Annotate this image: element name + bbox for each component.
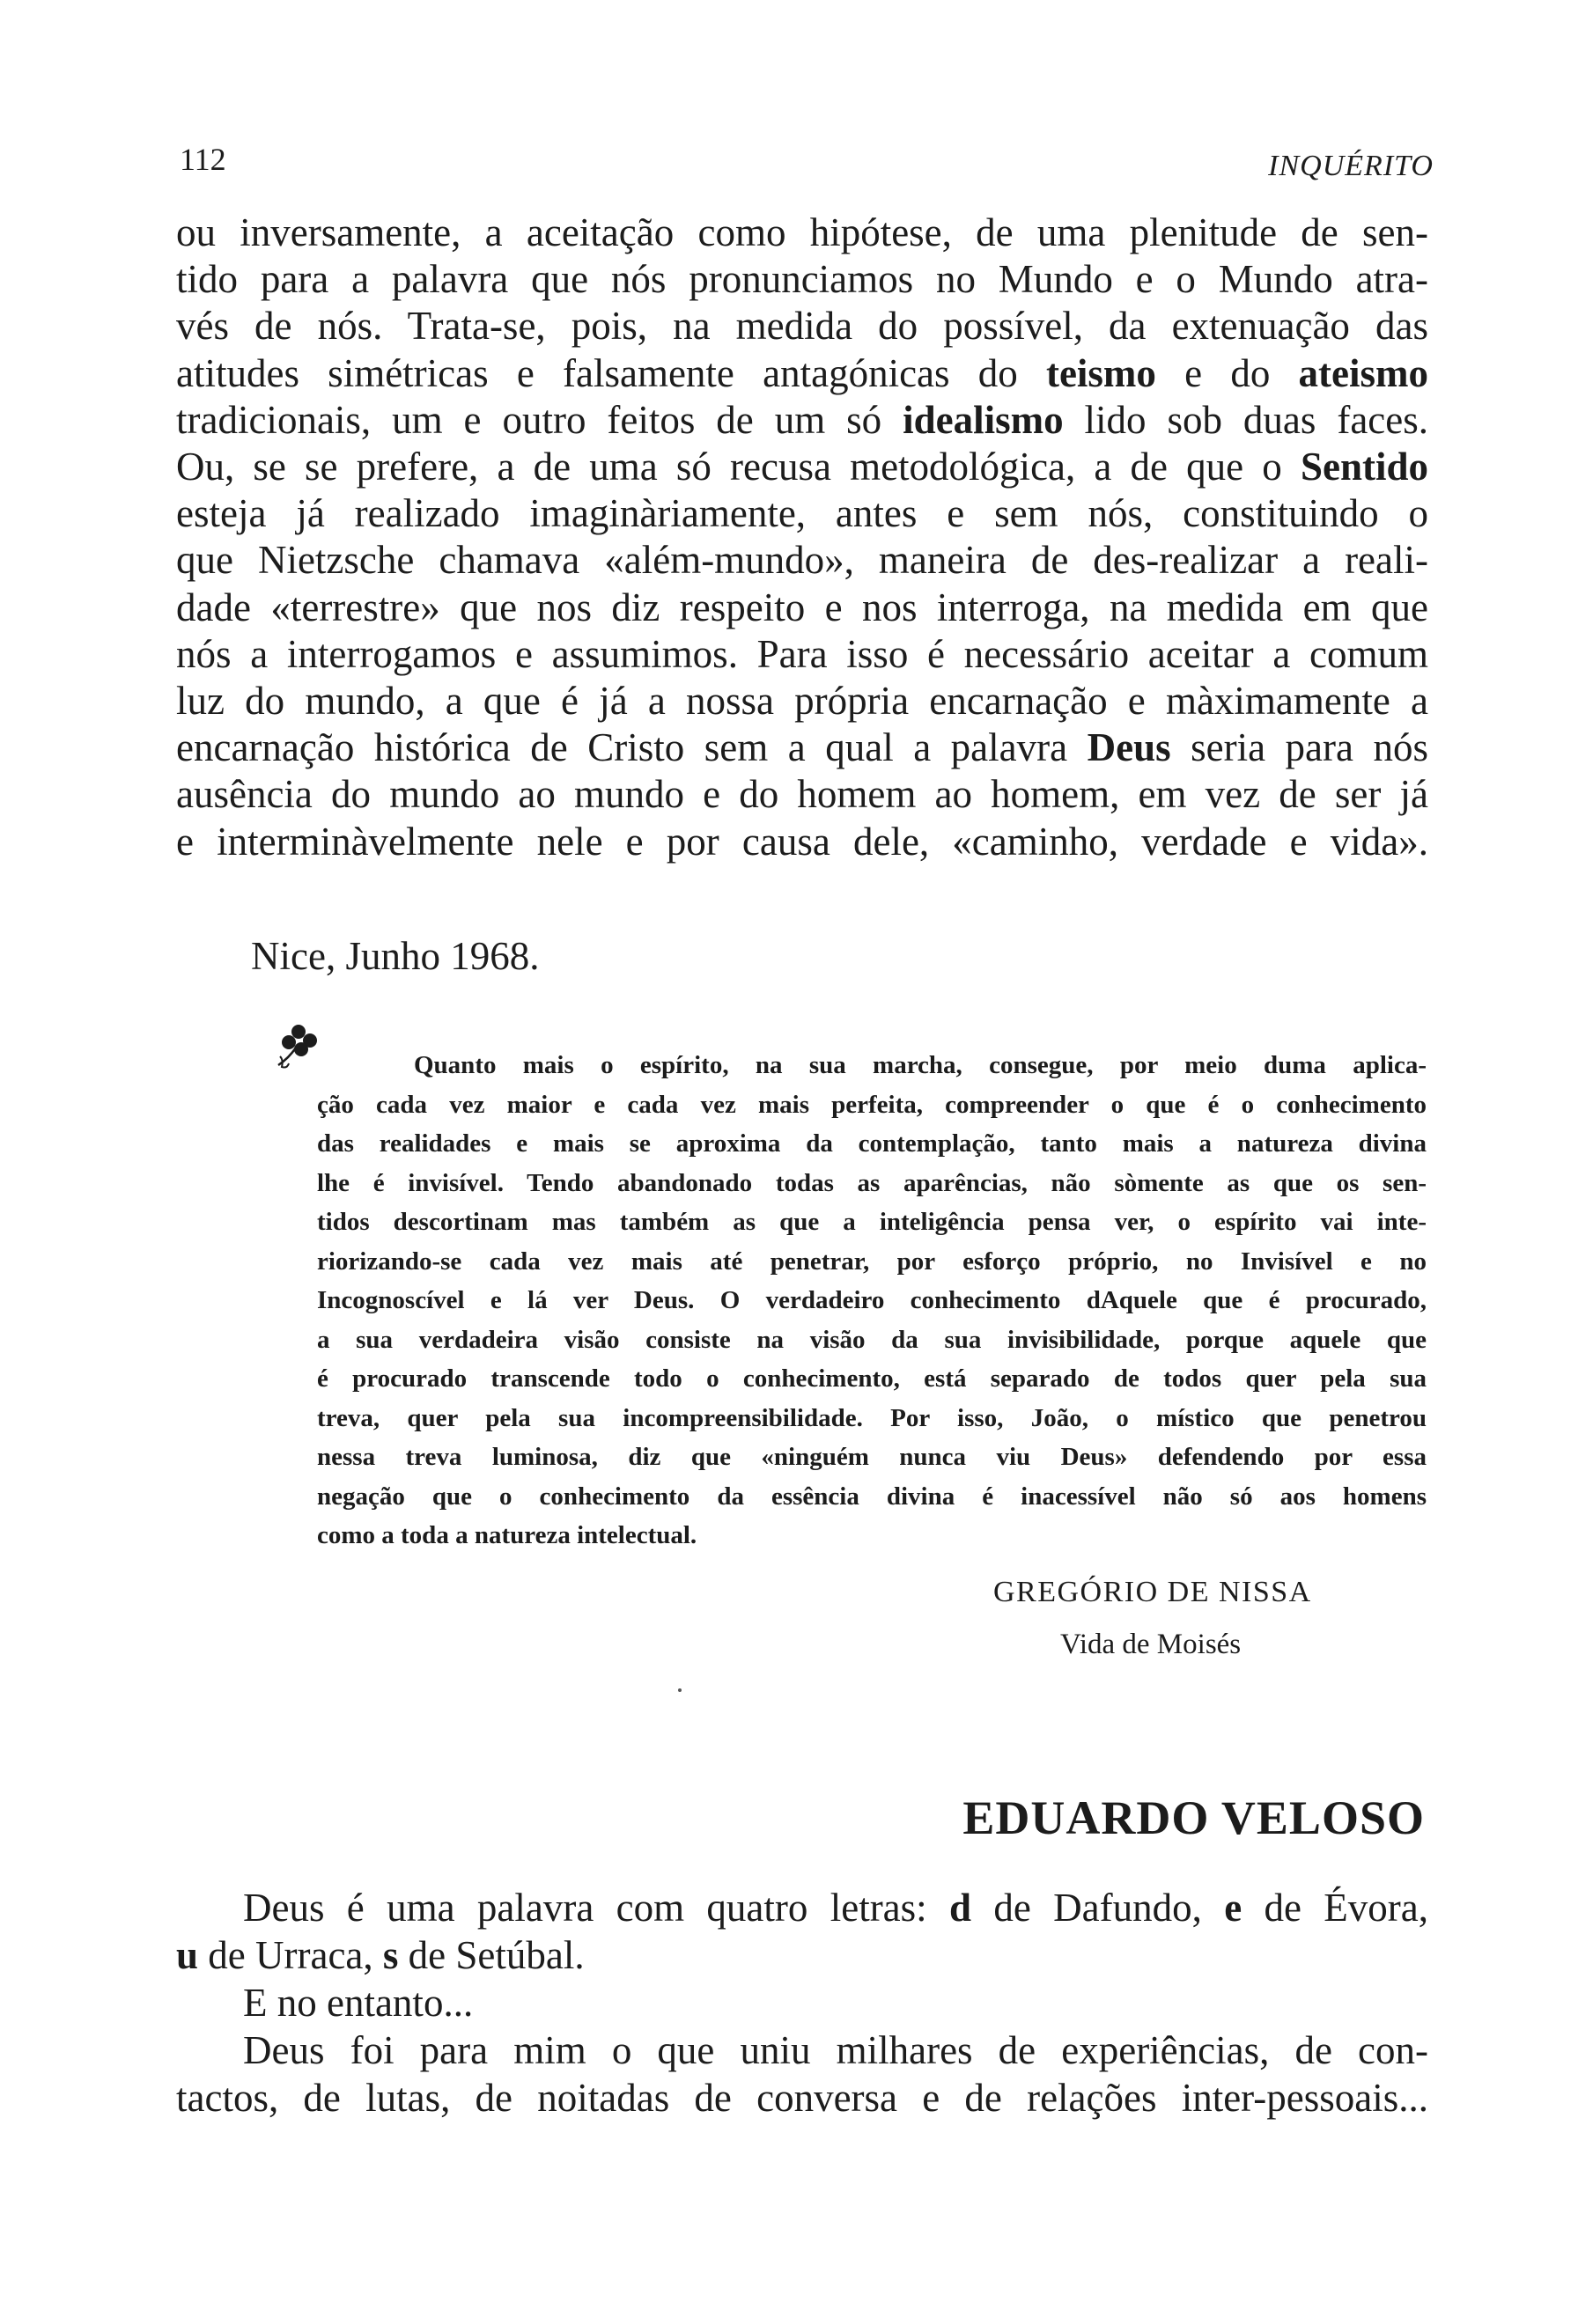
epigraph-line: riorizando-se cada vez mais até penetrar, por esforço próprio, no Invisível e no: [317, 1247, 1427, 1276]
body-line: [176, 397, 1428, 444]
body-line: vés de nós. Trata-se, pois, na medida do possível, da extenuação das: [176, 304, 1428, 349]
four-leaf-ornament-icon: [269, 1021, 322, 1074]
bold-term-idealismo: idealismo: [903, 397, 1064, 442]
bold-letter-e: e: [1224, 1886, 1242, 1930]
section-line: E no entanto...: [243, 1981, 474, 2025]
epigraph-quote: [317, 1046, 1427, 1555]
body-paragraph: [176, 210, 1428, 865]
bold-term-ateismo: ateismo: [1298, 350, 1428, 395]
section-text-run: de Dafundo,: [971, 1886, 1225, 1930]
section-line: Deus foi para mim o que uniu milhares de experiências, de con-: [243, 2028, 1428, 2072]
body-text-run: e do: [1155, 350, 1299, 395]
epigraph-line: nessa treva luminosa, diz que «ninguém nunca viu Deus» defendendo por essa: [317, 1443, 1427, 1471]
body-line: nós a interrogamos e assumimos. Para isso é necessário aceitar a comum: [176, 631, 1428, 676]
body-line: ausência do mundo ao mundo e do homem ao homem, em vez de ser já: [176, 772, 1428, 817]
body-line: ou inversamente, a aceitação como hipótese, de uma plenitude de sen-: [176, 210, 1428, 254]
epigraph-source-work: Vida de Moisés: [1060, 1629, 1242, 1660]
epigraph-line: lhe é invisível. Tendo abandonado todas as aparências, não sòmente as que os sen-: [317, 1168, 1427, 1197]
section-line: tactos, de lutas, de noitadas de conversa e de relações inter-pessoais...: [176, 2076, 1428, 2120]
body-line: esteja já realizado imaginàriamente, antes e sem nós, constituindo o: [176, 491, 1428, 536]
page-number: 112: [180, 142, 226, 177]
body-line: luz do mundo, a que é já a nossa própria encarnação e màximamente a: [176, 679, 1428, 724]
print-speck: [678, 1688, 682, 1692]
bold-term-deus: Deus: [1087, 725, 1171, 770]
section-paragraph: [176, 1884, 1428, 2122]
epigraph-line: Quanto mais o espírito, na sua marcha, consegue, por meio duma aplica-: [414, 1051, 1427, 1079]
section-text-run: de Setúbal.: [398, 1933, 585, 1977]
epigraph-line: como a toda a natureza intelectual.: [317, 1521, 697, 1549]
bold-term-sentido: Sentido: [1300, 445, 1428, 489]
epigraph-line: treva, quer pela sua incompreensibilidade. Por isso, João, o místico que penetrou: [317, 1403, 1427, 1432]
epigraph-line: ção cada vez maior e cada vez mais perfeita, compreender o que é o conhecimento: [317, 1090, 1427, 1119]
epigraph-author: GREGÓRIO DE NISSA: [993, 1576, 1312, 1608]
section-text-run: de Évora,: [1242, 1886, 1428, 1930]
body-text-run: seria para nós: [1170, 725, 1428, 770]
body-text-run: encarnação histórica de Cristo sem a qual a palavra: [176, 725, 1088, 770]
epigraph-line: negação que o conhecimento da essência divina é inacessível não só aos homens: [317, 1482, 1427, 1511]
running-title: INQUÉRITO: [1268, 150, 1434, 182]
bold-term-teismo: teismo: [1045, 350, 1156, 395]
body-line: e interminàvelmente nele e por causa dele, «caminho, verdade e vida».: [176, 819, 1428, 864]
bold-letter-u: u: [176, 1933, 199, 1977]
body-line: [176, 350, 1428, 397]
body-line: que Nietzsche chamava «além-mundo», maneira de des-realizar a reali-: [176, 538, 1428, 583]
section-text-run: Deus é uma palavra com quatro letras:: [243, 1886, 949, 1930]
body-text-run: tradicionais, um e outro feitos de um só: [176, 397, 903, 442]
body-text-run: lido sob duas faces.: [1063, 397, 1428, 442]
epigraph-line: tidos descortinam mas também as que a inteligência pensa ver, o espírito vai inte-: [317, 1208, 1427, 1236]
dateline: Nice, Junho 1968.: [251, 934, 540, 978]
body-line: tido para a palavra que nós pronunciamos no Mundo e o Mundo atra-: [176, 257, 1428, 302]
section-text-run: de Urraca,: [198, 1933, 383, 1977]
body-text-run: atitudes simétricas e falsamente antagónicas do: [176, 350, 1046, 395]
body-line: dade «terrestre» que nos diz respeito e nos interroga, na medida em que: [176, 585, 1428, 629]
body-text-run: Ou, se se prefere, a de uma só recusa metodológica, a de que o: [176, 445, 1301, 489]
section-line: [176, 1931, 1428, 1979]
bold-letter-s: s: [382, 1933, 399, 1977]
epigraph-line: Incognoscível e lá ver Deus. O verdadeiro conhecimento dAquele que é procurado,: [317, 1286, 1427, 1314]
epigraph-line: a sua verdadeira visão consiste na visão da sua invisibilidade, porque aquele que: [317, 1325, 1427, 1354]
section-line: [176, 1884, 1428, 1931]
epigraph-line: das realidades e mais se aproxima da contemplação, tanto mais a natureza divina: [317, 1129, 1427, 1158]
body-line: [176, 724, 1428, 771]
body-line: [176, 444, 1428, 490]
bold-letter-d: d: [949, 1886, 972, 1930]
epigraph-line: é procurado transcende todo o conhecimento, está separado de todos quer pela sua: [317, 1364, 1427, 1393]
section-title: EDUARDO VELOSO: [962, 1791, 1425, 1844]
